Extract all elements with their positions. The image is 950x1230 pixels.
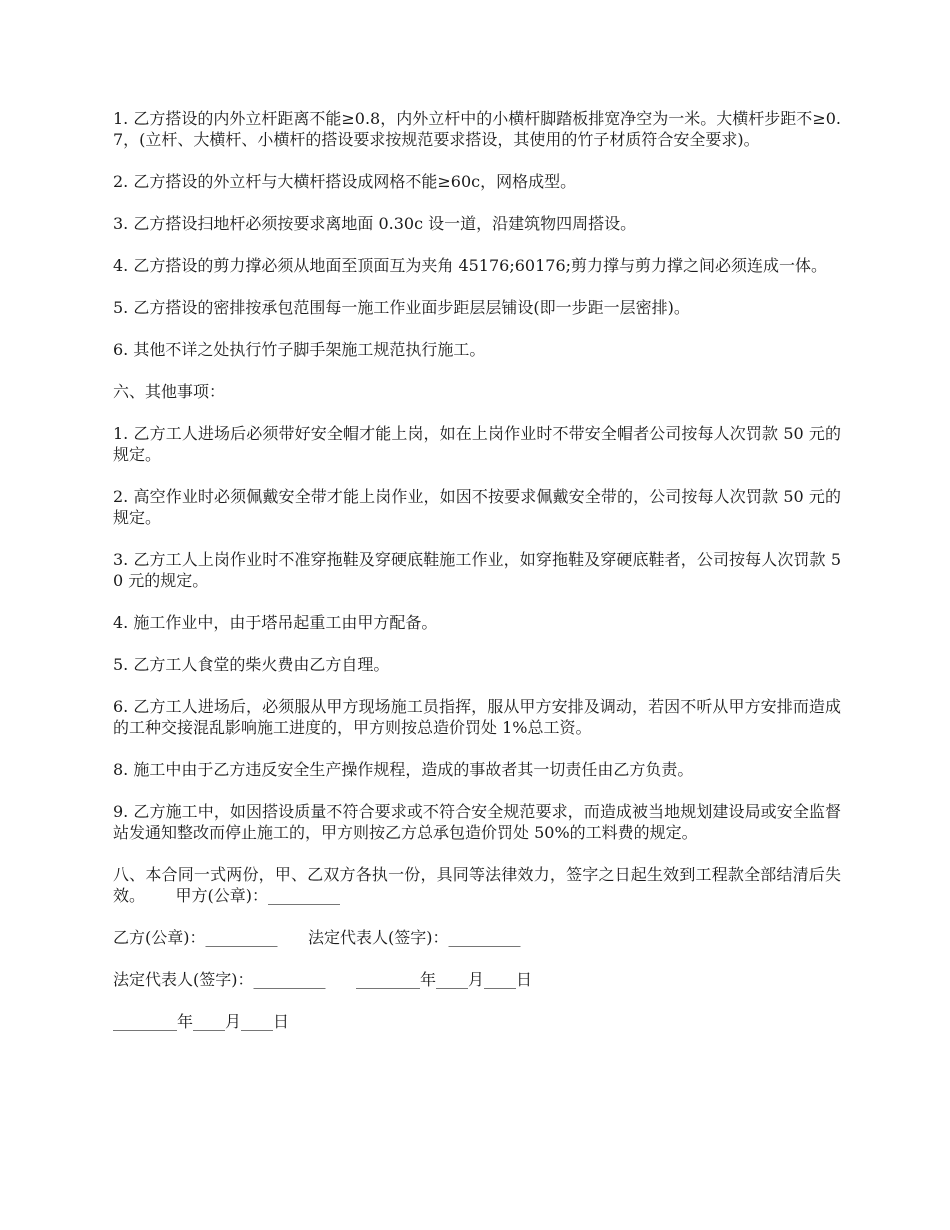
matter-4-crane-operator: 4. 施工作业中，由于塔吊起重工由甲方配备。 xyxy=(113,613,438,632)
matter-8-accident-liability: 8. 施工中由于乙方违反安全生产操作规程，造成的事故者其一切责任由乙方负责。 xyxy=(113,760,694,779)
clause-2-grid: 2. 乙方搭设的外立杆与大横杆搭设成网格不能≥60c，网格成型。 xyxy=(113,172,577,191)
matter-5-canteen-fuel: 5. 乙方工人食堂的柴火费由乙方自理。 xyxy=(113,655,390,674)
matter-9-quality-penalty: 9. 乙方施工中，如因搭设质量不符合要求或不符合安全规范要求，而造成被当地规划建设局或安全监督站发通知整改而停止施工的，甲方则按乙方总承包造价罚处 50%的工料费的规定。 xyxy=(113,802,841,842)
clause-5-dense-layer: 5. 乙方搭设的密排按承包范围每一施工作业面步距层层铺设(即一步距一层密排)。 xyxy=(113,298,690,317)
matter-2-safety-belt: 2. 高空作业时必须佩戴安全带才能上岗作业，如因不按要求佩戴安全带的，公司按每人次罚款 50 元的规定。 xyxy=(113,487,841,527)
signing-date: ________年____月____日 xyxy=(113,1012,290,1031)
clause-4-shear-brace: 4. 乙方搭设的剪力撑必须从地面至顶面互为夹角 45176;60176;剪力撑与剪力撑之间必须连成一体。 xyxy=(113,256,828,275)
matter-1-safety-helmet: 1. 乙方工人进场后必须带好安全帽才能上岗，如在上岗作业时不带安全帽者公司按每人次罚款 50 元的规定。 xyxy=(113,424,841,464)
section-heading-other-matters: 六、其他事项： xyxy=(113,382,226,401)
clause-3-sweep-pole: 3. 乙方搭设扫地杆必须按要求离地面 0.30c 设一道，沿建筑物四周搭设。 xyxy=(113,214,637,233)
party-b-seal-and-representative: 乙方(公章)：_________ 法定代表人(签字)：_________ xyxy=(113,928,521,947)
matter-3-footwear: 3. 乙方工人上岗作业时不准穿拖鞋及穿硬底鞋施工作业，如穿拖鞋及穿硬底鞋者，公司按每人次罚款 50 元的规定。 xyxy=(113,550,841,590)
representative-signature-and-date: 法定代表人(签字)：_________ ________年____月____日 xyxy=(113,970,533,989)
clause-1-pole-spacing: 1. 乙方搭设的内外立杆距离不能≥0.8，内外立杆中的小横杆脚踏板排宽净空为一米。大横杆步距不≥0.7，(立杆、大横杆、小横杆的搭设要求按规范要求搭设，其使用的竹子材质符合安全要求)。 xyxy=(113,109,841,149)
document-body xyxy=(113,108,841,1053)
matter-6-obey-direction: 6. 乙方工人进场后，必须服从甲方现场施工员指挥，服从甲方安排及调动，若因不听从甲方安排而造成的工种交接混乱影响施工进度的，甲方则按总造价罚处 1%总工资。 xyxy=(113,697,841,737)
clause-6-other-specs: 6. 其他不详之处执行竹子脚手架施工规范执行施工。 xyxy=(113,340,486,359)
contract-validity-and-party-a-seal: 八、本合同一式两份，甲、乙双方各执一份，具同等法律效力，签字之日起生效到工程款全部结清后失效。 甲方(公章)：_________ xyxy=(113,865,841,905)
